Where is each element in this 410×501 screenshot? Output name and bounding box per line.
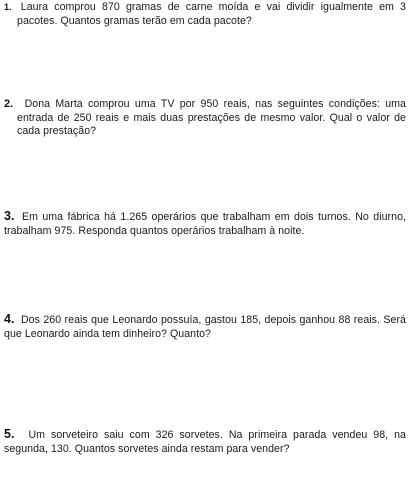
question-2-text: Dona Marta comprou uma TV por 950 reais, nas seguintes condições: uma entrada de 250 reais e mais duas prestações de mesmo valor. Qual o valor de cada prestação?	[17, 98, 406, 138]
question-2-number: 2.	[4, 98, 14, 110]
question-5-number: 5.	[4, 427, 15, 441]
question-1-text: Laura comprou 870 gramas de carne moída e vai dividir igualmente em 3 pacotes. Quantos gramas terão em cada pacote?	[17, 1, 406, 27]
question-5	[4, 428, 406, 456]
question-3-number: 3.	[4, 209, 15, 223]
question-3-text: Em uma fábrica há 1.265 operários que trabalham em dois turnos. No diurno, trabalham 975. Responda quantos operários trabalham à noite.	[4, 211, 406, 237]
question-4	[4, 313, 406, 341]
question-2	[4, 98, 406, 139]
question-3	[4, 210, 406, 238]
question-2-wrap	[4, 98, 406, 139]
question-4-number: 4.	[4, 312, 15, 326]
question-4-text: Dos 260 reais que Leonardo possuía, gastou 185, depois ganhou 88 reais. Será que Leonardo ainda tem dinheiro? Quanto?	[4, 314, 406, 340]
question-1-wrap	[4, 1, 406, 28]
question-1	[4, 1, 406, 28]
question-1-number: 1.	[4, 2, 12, 12]
question-5-text: Um sorveteiro saiu com 326 sorvetes. Na primeira parada vendeu 98, na segunda, 130. Quantos sorvetes ainda restam para vender?	[4, 429, 406, 455]
